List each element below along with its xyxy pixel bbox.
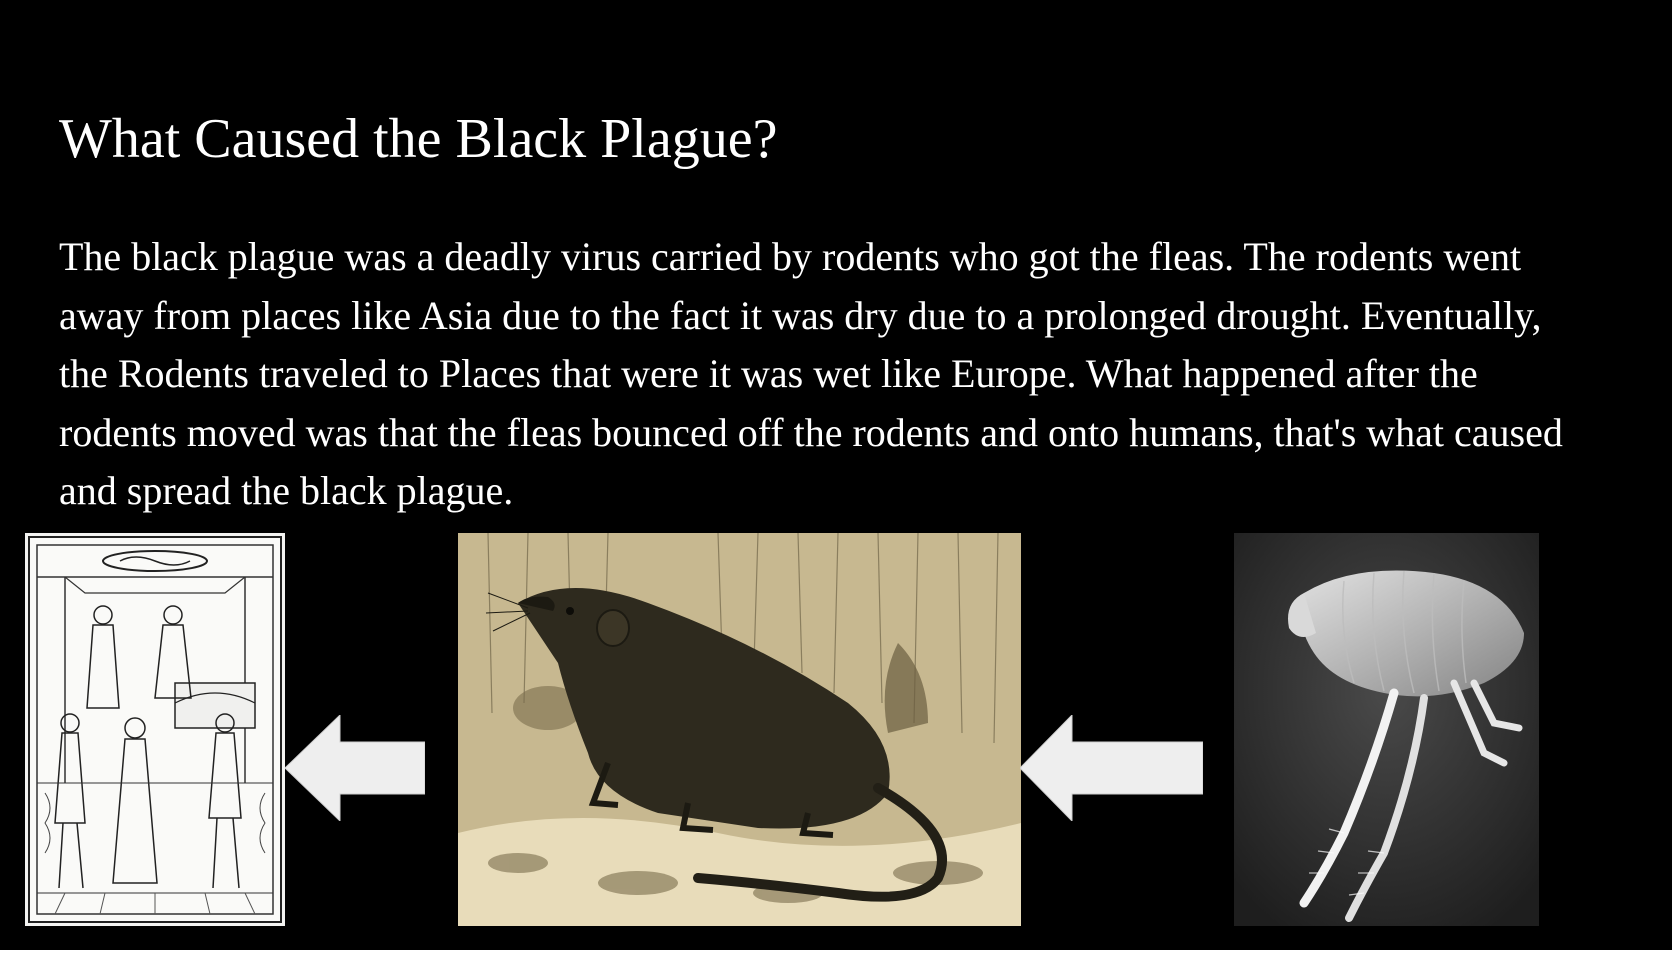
arrow-left-2 [1020, 715, 1203, 821]
rat-illustration [458, 533, 1021, 926]
arrow-left-icon [285, 715, 425, 821]
slide-title: What Caused the Black Plague? [59, 108, 778, 170]
arrow-left-1 [285, 715, 425, 821]
plague-victims-woodcut [25, 533, 285, 926]
arrow-left-icon [1020, 715, 1203, 821]
woodcut-sickbed-illustration [25, 533, 285, 926]
rat-engraving [458, 533, 1021, 926]
flea-micrograph [1234, 533, 1539, 926]
slide-body-text: The black plague was a deadly virus carried by rodents who got the fleas. The rodents went away from places like Asia due to the fact it was dry due to a prolonged drought. Eventually, the Rodents traveled to Places that were it was wet like Europe. What happened after the rodents moved was that the fleas bounced off the rodents and onto humans, that's what caused and spread the black plague. [59, 234, 1563, 513]
flea-illustration [1234, 533, 1539, 926]
